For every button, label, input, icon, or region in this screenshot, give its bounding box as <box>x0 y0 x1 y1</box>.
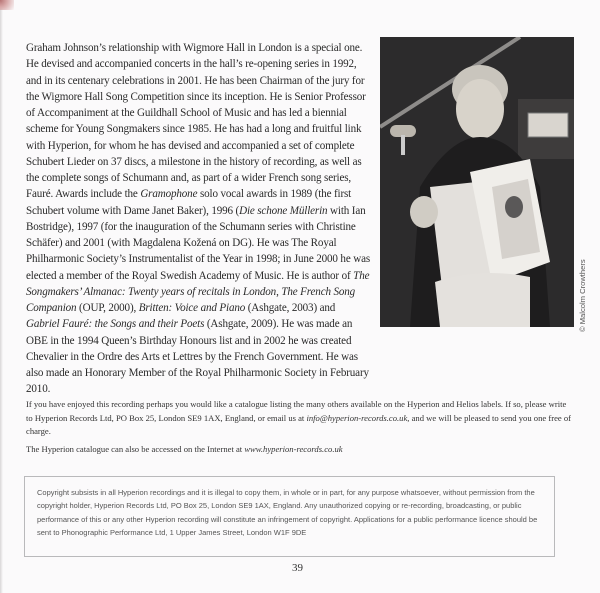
copyright-notice-text: Copyright subsists in all Hyperion recordings and it is illegal to copy them, in whole or in part, for any purpose whatsoever, without permission from the copyright holder, Hyperion Records Ltd, PO Box 25, London SE9 1AX, England. Any unauthorized copying or re-recording, broadcasting, or public performance of this or any other Hyperion recording will constitute an infringement of copyright. Applications for a public performance licence should be sent to Phonographic Performance Ltd, 1 Upper James Street, London W1F 9DE <box>37 488 538 537</box>
bio-title-schone-mullerin: Die schone Müllerin <box>239 204 328 217</box>
bio-title-songmakers-almanac: The Songmakers’ Almanac: Twenty years of recitals in London <box>26 269 370 298</box>
bio-title-gabriel-faure: Gabriel Fauré: the Songs and their Poets <box>26 318 205 331</box>
bio-text: with Ian Bostridge), 1997 (for the inauguration of the Schumann series with Christine Schäfer) and 2001 (with Magdalena Kožená on DG). He was The Royal Philharmonic Society’s Instrumentalist of the Year in 1998; in June 2000 he was elected a member of the Royal Swedish Academy of Music. He is author of <box>26 204 371 282</box>
website-link[interactable]: www.hyperion-records.co.uk <box>244 444 343 454</box>
page-corner-mark <box>0 0 14 10</box>
portrait-photo <box>380 37 574 327</box>
catalogue-text: , and we will be pleased to send you one free of charge. <box>26 412 572 437</box>
bio-text: , <box>276 285 282 298</box>
photo-credit: © Malcolm Crowthers <box>578 259 587 332</box>
catalogue-paragraph <box>26 398 571 439</box>
bio-text: (Ashgate, 2003) and <box>245 302 336 314</box>
catalogue-text: If you have enjoyed this recording perhaps you would like a catalogue listing the many others available on the Hyperion and Helios labels. If so, please write to Hyperion Records Ltd, PO Box 25, London SE9 1AX, England, or email us at <box>26 399 567 423</box>
bio-text: (OUP, 2000), <box>76 302 139 314</box>
biography-paragraph <box>26 40 371 398</box>
bio-title-gramophone: Gramophone <box>140 188 198 201</box>
bio-title-french-song-companion: The French Song Companion <box>26 285 356 314</box>
internet-paragraph <box>26 443 571 456</box>
bio-text: (Ashgate, 2009). He was made an OBE in the 1994 Queen’s Birthday Honours list and in 2002 he was created Chevalier in the Ordre des Arts et Lettres by the French Government. He was also made an Honorary Member of the Royal Philharmonic Society in February 2010. <box>26 318 369 396</box>
page-number: 39 <box>292 562 303 574</box>
bio-text: solo vocal awards in 1989 (the first Schubert volume with Dame Janet Baker), 1996 ( <box>26 188 352 217</box>
bio-title-britten: Britten: Voice and Piano <box>138 302 246 314</box>
portrait-photo-illustration <box>380 37 574 327</box>
internet-text: The Hyperion catalogue can also be accessed on the Internet at <box>26 444 245 454</box>
copyright-notice-box <box>24 476 555 557</box>
catalogue-email-link[interactable]: info@hyperion-records.co.uk <box>306 412 408 423</box>
page-edge-shadow <box>0 0 3 593</box>
bio-text: Graham Johnson’s relationship with Wigmore Hall in London is a special one. He devised and accompanied concerts in the hall’s re-opening series in 1992, and in its centenary celebrations in 2001. He has been Chairman of the jury for the Wigmore Hall Song Competition since its inception. He is Senior Professor of Accompaniment at the Guildhall School of Music and has led a biennial scheme for Young Songmakers since 1985. He has had a long and fruitful link with Hyperion, for whom he has devised and accompanied a set of complete Schubert Lieder on 37 discs, a milestone in the history of recording, as well as the complete songs of Schumann and, as part of a wider French song series, Fauré. Awards include the <box>26 42 366 201</box>
